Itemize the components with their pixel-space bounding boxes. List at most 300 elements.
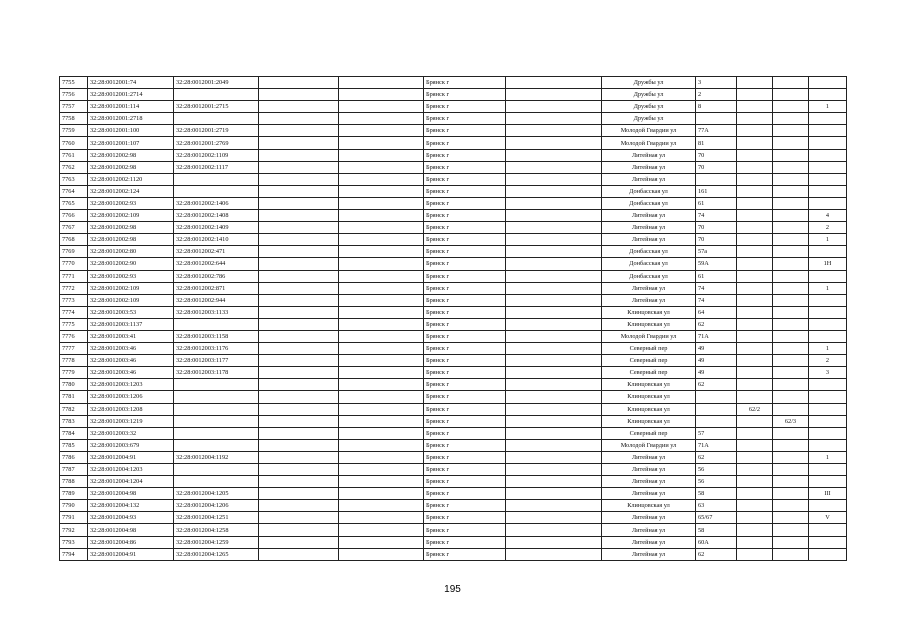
cell-structure [773,197,809,209]
cell-col-7 [506,548,602,560]
cell-street: Донбасская ул [602,185,696,197]
cell-col-4 [259,210,339,222]
cell-col-5 [339,294,424,306]
cell-col-7 [506,500,602,512]
cell-col-7 [506,464,602,476]
cell-street: Дружбы ул [602,77,696,89]
cell-row-number: 7788 [60,476,88,488]
cell-object-number: 32:28:0012003:1133 [174,306,259,318]
cell-building [737,451,773,463]
cell-apartment [809,476,847,488]
table-row [60,270,847,282]
table-row [60,161,847,173]
table-row [60,451,847,463]
cell-row-number: 7789 [60,488,88,500]
cell-col-4 [259,234,339,246]
cell-street: Литейная ул [602,222,696,234]
cell-house-number: 64 [696,306,737,318]
cell-col-5 [339,536,424,548]
cell-building [737,488,773,500]
cell-col-5 [339,222,424,234]
cell-apartment [809,185,847,197]
table-row [60,234,847,246]
cell-street: Северный пер [602,367,696,379]
cell-structure [773,367,809,379]
cell-apartment: III [809,488,847,500]
cell-city: Брянск г [424,367,506,379]
cell-house-number: 71А [696,439,737,451]
cell-structure [773,391,809,403]
cell-row-number: 7784 [60,427,88,439]
cell-object-number [174,391,259,403]
cell-street: Донбасская ул [602,197,696,209]
cell-col-7 [506,234,602,246]
cell-row-number: 7791 [60,512,88,524]
cell-building [737,222,773,234]
cell-street: Литейная ул [602,536,696,548]
cell-building [737,161,773,173]
cell-house-number [696,403,737,415]
cell-city: Брянск г [424,258,506,270]
cell-house-number: 57а [696,246,737,258]
cell-col-5 [339,524,424,536]
cell-col-4 [259,77,339,89]
cell-col-5 [339,512,424,524]
cell-col-4 [259,330,339,342]
cell-apartment [809,125,847,137]
cell-street: Клинцовская ул [602,500,696,512]
cell-street: Литейная ул [602,161,696,173]
cell-object-number: 32:28:0012004:1192 [174,451,259,463]
cell-structure [773,270,809,282]
cell-structure [773,318,809,330]
cell-col-7 [506,258,602,270]
cell-col-4 [259,403,339,415]
table-row [60,294,847,306]
cell-row-number: 7783 [60,415,88,427]
cell-col-5 [339,282,424,294]
cell-apartment: 2 [809,355,847,367]
cell-col-4 [259,318,339,330]
cell-structure [773,548,809,560]
cell-row-number: 7792 [60,524,88,536]
table-row [60,101,847,113]
cell-city: Брянск г [424,282,506,294]
cell-structure [773,294,809,306]
cell-col-7 [506,185,602,197]
cell-apartment [809,294,847,306]
cell-col-4 [259,137,339,149]
table-row [60,488,847,500]
cell-city: Брянск г [424,113,506,125]
cell-apartment: 1 [809,101,847,113]
cell-cadastral-number: 32:28:0012003:32 [88,427,174,439]
cell-object-number: 32:28:0012003:1176 [174,343,259,355]
cell-city: Брянск г [424,330,506,342]
cell-row-number: 7786 [60,451,88,463]
cell-street: Клинцовская ул [602,318,696,330]
cell-apartment [809,173,847,185]
cell-house-number: 49 [696,367,737,379]
cell-apartment [809,306,847,318]
cell-cadastral-number: 32:28:0012003:1219 [88,415,174,427]
cell-apartment [809,270,847,282]
cell-house-number: 161 [696,185,737,197]
cell-col-4 [259,524,339,536]
cell-building [737,330,773,342]
cell-apartment [809,536,847,548]
table-row [60,524,847,536]
cell-col-7 [506,77,602,89]
table-row [60,113,847,125]
cell-row-number: 7765 [60,197,88,209]
cell-col-7 [506,270,602,282]
cell-col-7 [506,476,602,488]
cell-apartment [809,415,847,427]
cell-structure [773,403,809,415]
cell-building [737,391,773,403]
cell-object-number: 32:28:0012002:644 [174,258,259,270]
cell-object-number [174,476,259,488]
cell-col-4 [259,89,339,101]
cell-cadastral-number: 32:28:0012002:93 [88,270,174,282]
cell-street: Литейная ул [602,451,696,463]
cell-row-number: 7773 [60,294,88,306]
cell-row-number: 7772 [60,282,88,294]
cell-street: Молодой Гвардии ул [602,439,696,451]
cell-cadastral-number: 32:28:0012004:1204 [88,476,174,488]
cell-col-4 [259,173,339,185]
cell-house-number [696,113,737,125]
cell-object-number: 32:28:0012004:1265 [174,548,259,560]
cell-row-number: 7756 [60,89,88,101]
cell-row-number: 7755 [60,77,88,89]
cell-house-number: 61 [696,197,737,209]
cell-col-5 [339,464,424,476]
cell-row-number: 7761 [60,149,88,161]
cell-structure [773,306,809,318]
cell-city: Брянск г [424,149,506,161]
cell-col-4 [259,379,339,391]
cell-col-7 [506,125,602,137]
cell-house-number: 77А [696,125,737,137]
cell-house-number [696,173,737,185]
cell-apartment [809,149,847,161]
cell-object-number: 32:28:0012001:2715 [174,101,259,113]
cell-col-4 [259,222,339,234]
cell-apartment [809,548,847,560]
cell-col-7 [506,403,602,415]
cell-col-4 [259,548,339,560]
cell-street: Молодой Гвардии ул [602,125,696,137]
cell-building [737,548,773,560]
cell-col-5 [339,403,424,415]
cell-apartment [809,161,847,173]
cell-structure [773,113,809,125]
table-row [60,330,847,342]
cell-object-number: 32:28:0012002:1406 [174,197,259,209]
cell-cadastral-number: 32:28:0012001:107 [88,137,174,149]
cell-object-number [174,173,259,185]
cell-city: Брянск г [424,343,506,355]
cell-cadastral-number: 32:28:0012004:93 [88,512,174,524]
cell-cadastral-number: 32:28:0012003:53 [88,306,174,318]
cell-col-7 [506,210,602,222]
cell-col-4 [259,258,339,270]
cell-cadastral-number: 32:28:0012001:2714 [88,89,174,101]
cell-house-number: 3 [696,77,737,89]
cell-object-number: 32:28:0012003:1158 [174,330,259,342]
cell-col-4 [259,306,339,318]
cell-col-5 [339,379,424,391]
cell-object-number: 32:28:0012002:1117 [174,161,259,173]
cell-cadastral-number: 32:28:0012004:98 [88,524,174,536]
cell-apartment [809,391,847,403]
cell-street: Клинцовская ул [602,306,696,318]
cell-city: Брянск г [424,306,506,318]
cell-street: Литейная ул [602,548,696,560]
cell-apartment [809,403,847,415]
cell-cadastral-number: 32:28:0012001:114 [88,101,174,113]
cell-col-7 [506,536,602,548]
cell-city: Брянск г [424,210,506,222]
registry-table-body [60,77,847,561]
cell-col-4 [259,125,339,137]
cell-apartment [809,318,847,330]
table-row [60,464,847,476]
cell-col-5 [339,101,424,113]
cell-building [737,113,773,125]
cell-building [737,173,773,185]
cell-col-5 [339,391,424,403]
cell-structure [773,536,809,548]
cell-structure [773,89,809,101]
cell-col-4 [259,149,339,161]
cell-structure [773,77,809,89]
cell-city: Брянск г [424,318,506,330]
cell-city: Брянск г [424,488,506,500]
cell-col-4 [259,464,339,476]
cell-col-5 [339,185,424,197]
cell-street: Дружбы ул [602,101,696,113]
cell-cadastral-number: 32:28:0012002:109 [88,282,174,294]
cell-col-5 [339,270,424,282]
cell-row-number: 7785 [60,439,88,451]
cell-object-number: 32:28:0012003:1177 [174,355,259,367]
cell-object-number: 32:28:0012002:1409 [174,222,259,234]
cell-structure [773,464,809,476]
cell-city: Брянск г [424,246,506,258]
table-row [60,89,847,101]
cell-building [737,415,773,427]
cell-row-number: 7759 [60,125,88,137]
cell-col-7 [506,246,602,258]
cell-object-number [174,427,259,439]
cell-col-5 [339,258,424,270]
cell-apartment [809,427,847,439]
cell-house-number: 57 [696,427,737,439]
table-row [60,500,847,512]
cell-city: Брянск г [424,476,506,488]
cell-row-number: 7780 [60,379,88,391]
cell-street: Литейная ул [602,294,696,306]
cell-col-5 [339,125,424,137]
cell-col-5 [339,77,424,89]
cell-row-number: 7787 [60,464,88,476]
cell-house-number: 49 [696,343,737,355]
cell-structure [773,451,809,463]
cell-col-7 [506,282,602,294]
cell-object-number [174,185,259,197]
table-row [60,415,847,427]
cell-col-5 [339,451,424,463]
cell-building [737,427,773,439]
cell-structure [773,476,809,488]
table-row [60,439,847,451]
cell-col-7 [506,113,602,125]
cell-object-number: 32:28:0012002:944 [174,294,259,306]
cell-apartment [809,330,847,342]
table-row [60,185,847,197]
cell-structure [773,125,809,137]
cell-structure [773,524,809,536]
cell-row-number: 7769 [60,246,88,258]
cell-city: Брянск г [424,512,506,524]
cell-house-number: 61 [696,270,737,282]
cell-apartment [809,197,847,209]
cell-col-7 [506,306,602,318]
table-row [60,548,847,560]
cell-building [737,439,773,451]
cell-apartment [809,524,847,536]
table-row [60,355,847,367]
cell-street: Литейная ул [602,464,696,476]
cell-apartment: 4 [809,210,847,222]
cell-cadastral-number: 32:28:0012004:1203 [88,464,174,476]
cell-street: Литейная ул [602,210,696,222]
cell-object-number [174,403,259,415]
cell-street: Молодой Гвардии ул [602,330,696,342]
cell-street: Литейная ул [602,476,696,488]
cell-apartment [809,246,847,258]
cell-city: Брянск г [424,500,506,512]
cell-city: Брянск г [424,137,506,149]
cell-row-number: 7764 [60,185,88,197]
cell-city: Брянск г [424,185,506,197]
cell-col-7 [506,149,602,161]
cell-row-number: 7766 [60,210,88,222]
cell-cadastral-number: 32:28:0012002:98 [88,222,174,234]
cell-house-number: 63 [696,500,737,512]
cell-col-7 [506,451,602,463]
cell-street: Дружбы ул [602,89,696,101]
cell-col-4 [259,355,339,367]
cell-object-number [174,89,259,101]
cell-col-4 [259,113,339,125]
cell-house-number [696,415,737,427]
cell-col-4 [259,500,339,512]
cell-row-number: 7771 [60,270,88,282]
cell-structure [773,439,809,451]
cell-object-number: 32:28:0012001:2719 [174,125,259,137]
cell-structure [773,500,809,512]
cell-house-number: 70 [696,234,737,246]
cell-col-5 [339,149,424,161]
cell-row-number: 7778 [60,355,88,367]
cell-structure [773,149,809,161]
cell-city: Брянск г [424,197,506,209]
cell-city: Брянск г [424,101,506,113]
cell-apartment [809,500,847,512]
cell-col-7 [506,318,602,330]
cell-house-number: 59А [696,258,737,270]
cell-house-number: 71А [696,330,737,342]
cell-city: Брянск г [424,89,506,101]
cell-building [737,476,773,488]
cell-structure [773,512,809,524]
table-row [60,282,847,294]
cell-col-5 [339,476,424,488]
cell-object-number: 32:28:0012004:1251 [174,512,259,524]
cell-street: Северный пер [602,343,696,355]
cell-col-7 [506,488,602,500]
cell-col-7 [506,89,602,101]
cell-cadastral-number: 32:28:0012002:80 [88,246,174,258]
cell-building [737,379,773,391]
cell-house-number: 56 [696,476,737,488]
cell-cadastral-number: 32:28:0012002:93 [88,197,174,209]
cell-street: Молодой Гвардии ул [602,137,696,149]
cell-col-4 [259,282,339,294]
table-row [60,403,847,415]
cell-row-number: 7770 [60,258,88,270]
cell-col-4 [259,476,339,488]
cell-col-7 [506,391,602,403]
cell-col-5 [339,234,424,246]
cell-apartment [809,439,847,451]
cell-col-4 [259,294,339,306]
cell-col-4 [259,488,339,500]
cell-cadastral-number: 32:28:0012004:132 [88,500,174,512]
cell-street: Клинцовская ул [602,379,696,391]
cell-col-4 [259,439,339,451]
table-row [60,125,847,137]
cell-object-number [174,415,259,427]
cell-col-7 [506,355,602,367]
cell-cadastral-number: 32:28:0012004:91 [88,451,174,463]
cell-col-4 [259,512,339,524]
cell-col-4 [259,101,339,113]
cell-col-7 [506,427,602,439]
cell-object-number [174,113,259,125]
cell-col-4 [259,427,339,439]
cell-house-number: 74 [696,210,737,222]
cell-street: Клинцовская ул [602,403,696,415]
cell-apartment: V [809,512,847,524]
cell-apartment: 3 [809,367,847,379]
cell-row-number: 7782 [60,403,88,415]
cell-building [737,246,773,258]
cell-col-7 [506,137,602,149]
cell-structure [773,173,809,185]
cell-structure: 62/3 [773,415,809,427]
cell-row-number: 7781 [60,391,88,403]
cell-row-number: 7767 [60,222,88,234]
cell-object-number: 32:28:0012001:2769 [174,137,259,149]
cell-col-5 [339,488,424,500]
cell-building [737,77,773,89]
cell-cadastral-number: 32:28:0012004:91 [88,548,174,560]
